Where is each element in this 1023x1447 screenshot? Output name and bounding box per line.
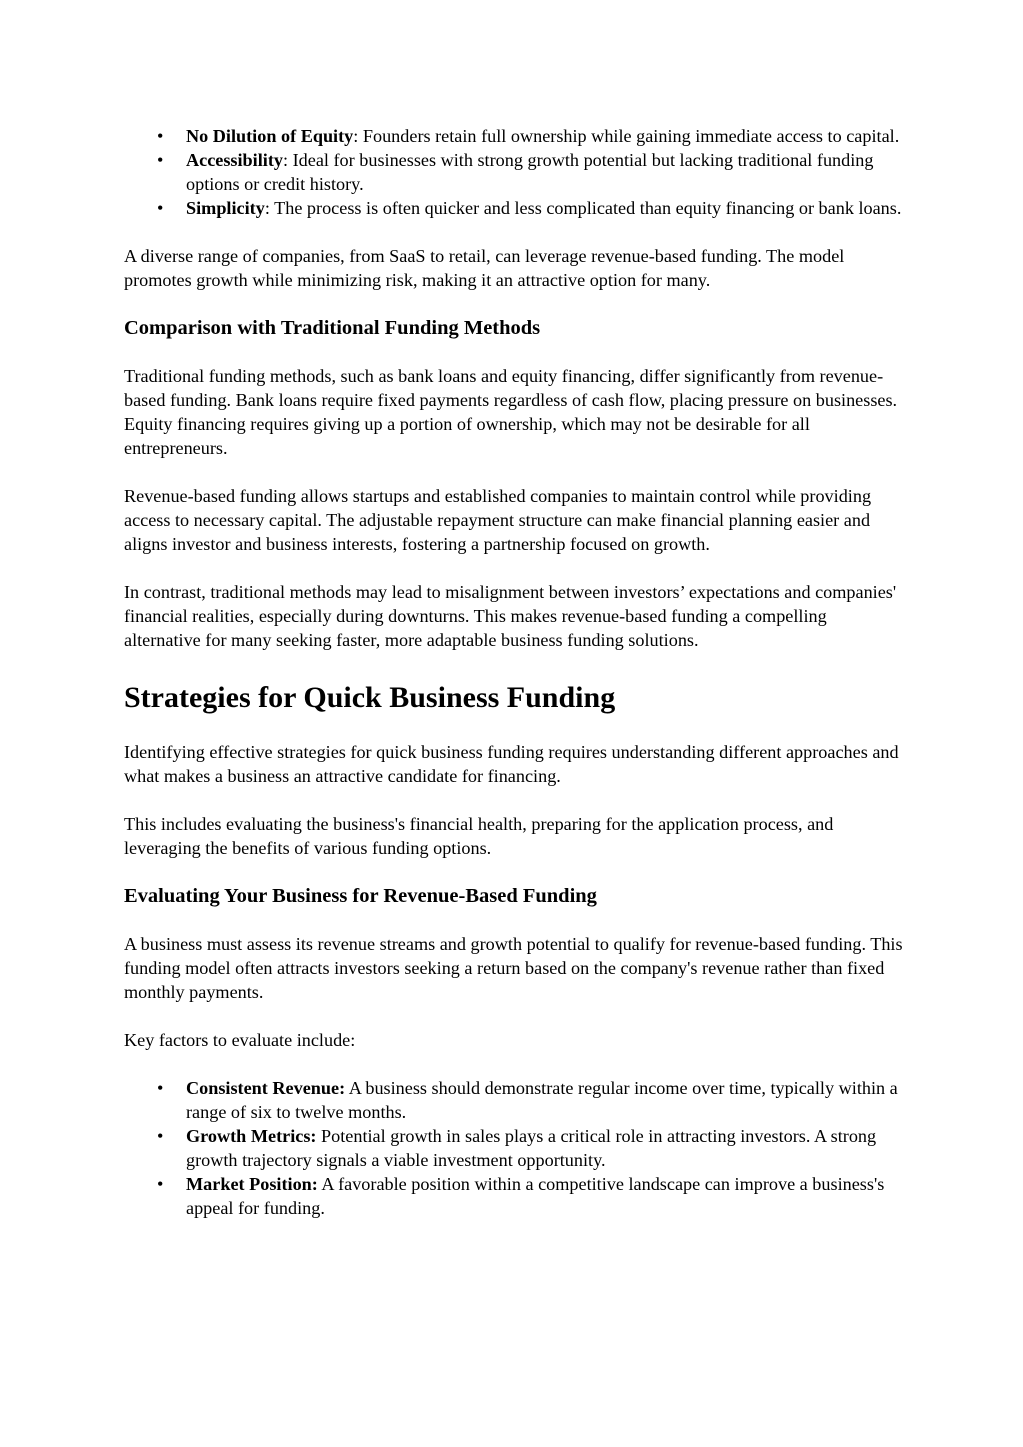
heading-evaluating: Evaluating Your Business for Revenue-Based Funding (124, 885, 597, 907)
paragraph-assess: A business must assess its revenue streams and growth potential to qualify for revenue-based funding. This funding model often attracts investors seeking a return based on the company's revenue rather than fixed monthly payments. (124, 934, 903, 1002)
list-item-term: Accessibility (186, 150, 283, 170)
list-item-text: A favorable position within a competitive landscape can improve a business's appeal for funding. (186, 1174, 885, 1218)
list-item (186, 196, 904, 220)
list-item (186, 1076, 904, 1124)
heading-comparison: Comparison with Traditional Funding Methods (124, 317, 541, 339)
list-item-text: Potential growth in sales plays a critical role in attracting investors. A strong growth trajectory signals a viable investment opportunity. (186, 1126, 877, 1170)
paragraph-diverse-range: A diverse range of companies, from SaaS to retail, can leverage revenue-based funding. The model promotes growth while minimizing risk, making it an attractive option for many. (124, 246, 845, 290)
list-item-separator: : (264, 198, 275, 218)
document-page (124, 124, 904, 1244)
list-item-separator: : (353, 126, 363, 146)
list-item (186, 1124, 904, 1172)
list-item-text: The process is often quicker and less complicated than equity financing or bank loans. (274, 198, 902, 218)
list-item-separator: : (283, 150, 293, 170)
paragraph-in-contrast: In contrast, traditional methods may lead to misalignment between investors’ expectations and companies' financial realities, especially during downturns. This makes revenue-based funding a compelling alternative for many seeking faster, more adaptable business funding solutions. (124, 582, 897, 650)
paragraph-key-factors: Key factors to evaluate include: (124, 1030, 356, 1050)
list-item-text: Founders retain full ownership while gaining immediate access to capital. (362, 126, 900, 146)
list-item (186, 1172, 904, 1220)
list-item-text: A business should demonstrate regular income over time, typically within a range of six to twelve months. (186, 1078, 898, 1122)
paragraph-this-includes: This includes evaluating the business's financial health, preparing for the application process, and leveraging the benefits of various funding options. (124, 814, 834, 858)
list-item (186, 124, 904, 148)
list-item-term: Growth Metrics: (186, 1126, 317, 1146)
paragraph-rbf-allows: Revenue-based funding allows startups and established companies to maintain control while providing access to necessary capital. The adjustable repayment structure can make financial planning easier and aligns investor and business interests, fostering a partnership focused on growth. (124, 486, 872, 554)
list-item (186, 148, 904, 196)
paragraph-identifying: Identifying effective strategies for quick business funding requires understanding different approaches and what makes a business an attractive candidate for financing. (124, 742, 899, 786)
benefits-list (124, 124, 904, 220)
key-factors-list (124, 1076, 904, 1220)
list-item-term: Market Position: (186, 1174, 318, 1194)
paragraph-traditional-methods: Traditional funding methods, such as bank loans and equity financing, differ significantly from revenue-based funding. Bank loans require fixed payments regardless of cash flow, placing pressure on businesses. Equity financing requires giving up a portion of ownership, which may not be desirable for all entrepreneurs. (124, 366, 898, 458)
list-item-term: Simplicity (186, 198, 265, 218)
list-item-term: No Dilution of Equity (186, 126, 354, 146)
heading-strategies: Strategies for Quick Business Funding (124, 681, 616, 714)
list-item-text: Ideal for businesses with strong growth potential but lacking traditional funding options or credit history. (186, 150, 874, 194)
list-item-term: Consistent Revenue: (186, 1078, 346, 1098)
